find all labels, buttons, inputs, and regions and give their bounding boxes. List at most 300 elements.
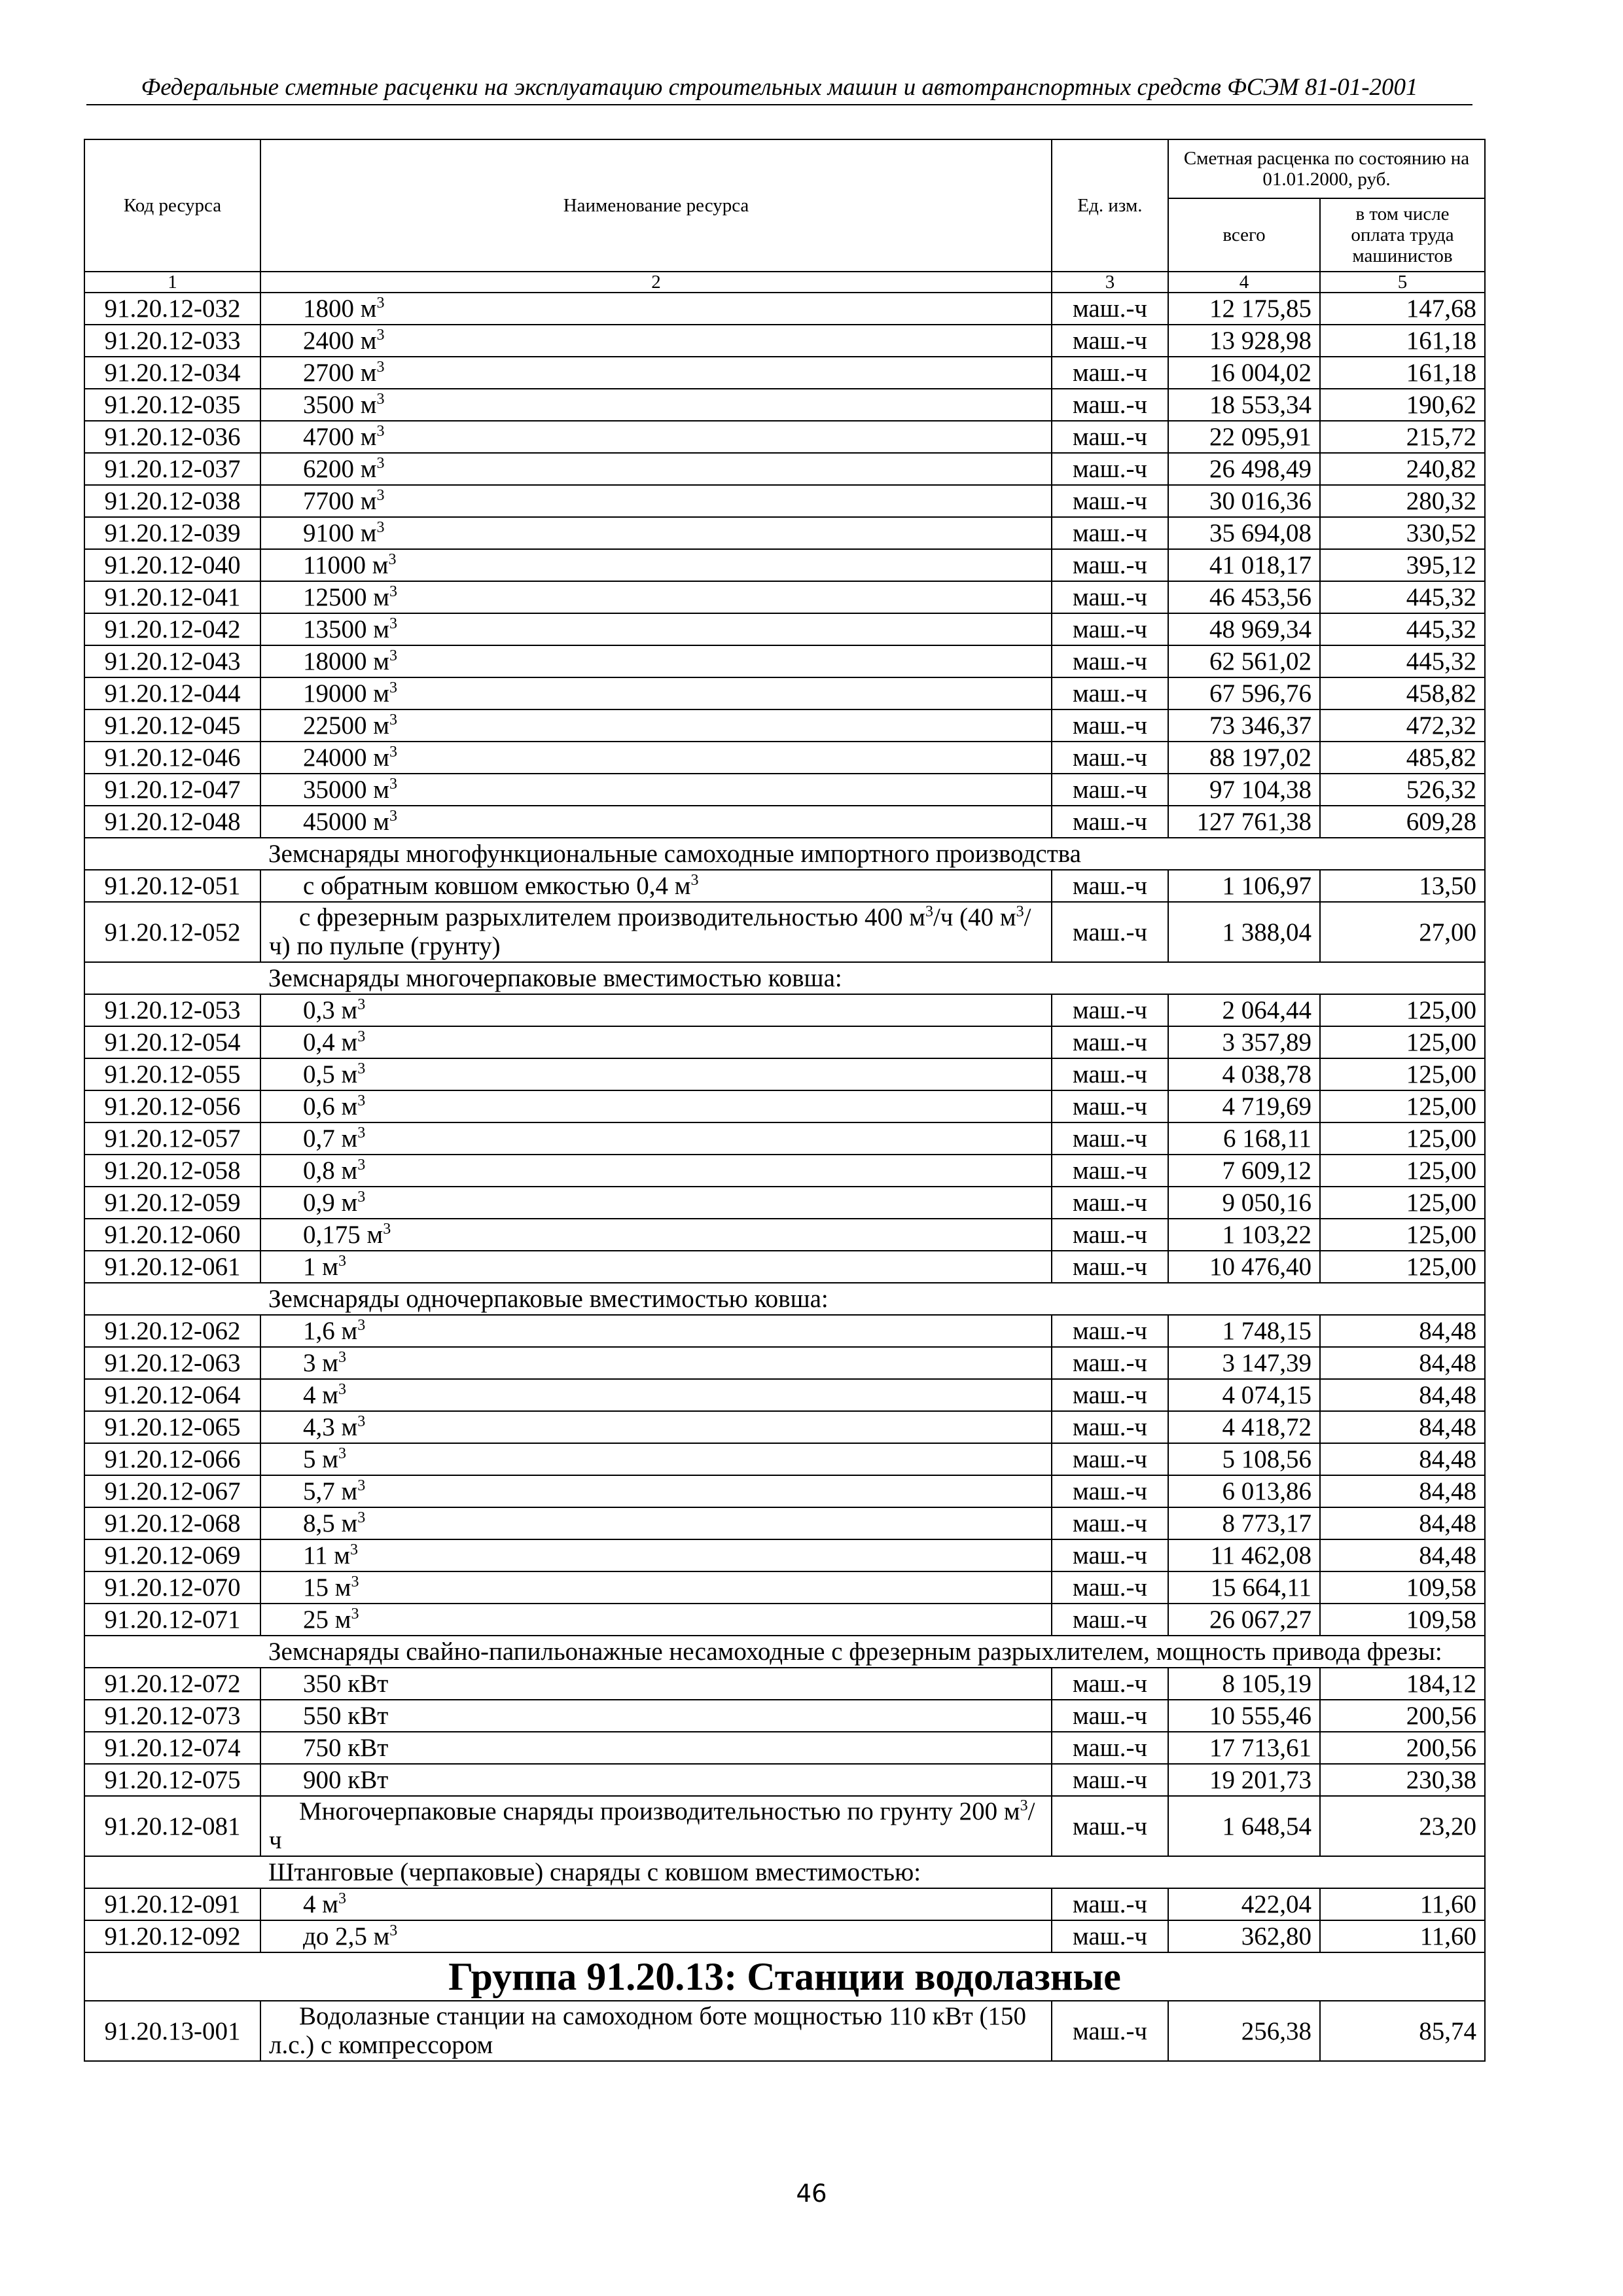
resource-name <box>260 1411 1052 1443</box>
resource-code: 91.20.12-063 <box>84 1347 260 1379</box>
resource-code: 91.20.12-043 <box>84 645 260 677</box>
resource-name <box>260 1796 1052 1856</box>
unit-cell: маш.-ч <box>1052 1700 1168 1732</box>
unit-cell: маш.-ч <box>1052 389 1168 421</box>
table-row <box>84 1026 1485 1058</box>
labor-cost-cell: 458,82 <box>1320 677 1485 709</box>
total-cost-cell: 97 104,38 <box>1168 774 1320 806</box>
resource-code: 91.20.12-035 <box>84 389 260 421</box>
name-text: 11 м <box>303 1541 350 1570</box>
resource-name <box>260 517 1052 549</box>
labor-cost-cell: 445,32 <box>1320 645 1485 677</box>
superscript: 3 <box>357 1124 366 1141</box>
group-title: Группа 91.20.13: Станции водолазные <box>84 1952 1485 2001</box>
name-text: 0,4 м <box>303 1028 358 1056</box>
page-number: 46 <box>796 2179 827 2208</box>
name-text: 4,3 м <box>303 1413 358 1441</box>
total-cost-cell: 17 713,61 <box>1168 1732 1320 1764</box>
table-row <box>84 421 1485 453</box>
resource-name <box>260 1700 1052 1732</box>
resource-name <box>260 1604 1052 1636</box>
resource-code: 91.20.12-037 <box>84 453 260 485</box>
labor-cost-cell: 215,72 <box>1320 421 1485 453</box>
table-row <box>84 1920 1485 1952</box>
unit-cell: маш.-ч <box>1052 1571 1168 1604</box>
total-cost-cell: 1 106,97 <box>1168 870 1320 902</box>
superscript: 3 <box>357 1477 366 1494</box>
name-text: 5,7 м <box>303 1477 358 1505</box>
unit-cell: маш.-ч <box>1052 870 1168 902</box>
total-cost-cell: 1 388,04 <box>1168 902 1320 962</box>
unit-cell: маш.-ч <box>1052 1507 1168 1539</box>
superscript: 3 <box>376 487 385 504</box>
total-cost-cell: 4 418,72 <box>1168 1411 1320 1443</box>
total-cost-cell: 11 462,08 <box>1168 1539 1320 1571</box>
resource-code: 91.20.13-001 <box>84 2001 260 2061</box>
table-row <box>84 1796 1485 1856</box>
name-text: 11000 м <box>303 551 389 579</box>
resource-code: 91.20.12-069 <box>84 1539 260 1571</box>
name-text: 5 м <box>303 1445 338 1473</box>
unit-cell: маш.-ч <box>1052 581 1168 613</box>
resource-code: 91.20.12-039 <box>84 517 260 549</box>
resource-code: 91.20.12-073 <box>84 1700 260 1732</box>
unit-cell: маш.-ч <box>1052 677 1168 709</box>
unit-cell: маш.-ч <box>1052 485 1168 517</box>
resource-name <box>260 325 1052 357</box>
resource-code: 91.20.12-048 <box>84 806 260 838</box>
section-title: Штанговые (черпаковые) снаряды с ковшом вместимостью: <box>84 1856 1485 1888</box>
unit-cell: маш.-ч <box>1052 293 1168 325</box>
total-cost-cell: 88 197,02 <box>1168 742 1320 774</box>
table-header <box>84 139 1485 293</box>
labor-cost-cell: 395,12 <box>1320 549 1485 581</box>
resource-name <box>260 709 1052 742</box>
labor-cost-cell: 27,00 <box>1320 902 1485 962</box>
total-cost-cell: 41 018,17 <box>1168 549 1320 581</box>
table-row <box>84 1475 1485 1507</box>
total-cost-cell: 18 553,34 <box>1168 389 1320 421</box>
total-cost-cell: 19 201,73 <box>1168 1764 1320 1796</box>
table-row <box>84 774 1485 806</box>
name-text: 25 м <box>303 1605 351 1634</box>
header-name: Наименование ресурса <box>260 139 1052 272</box>
resource-code: 91.20.12-042 <box>84 613 260 645</box>
total-cost-cell: 62 561,02 <box>1168 645 1320 677</box>
unit-cell: маш.-ч <box>1052 774 1168 806</box>
unit-cell: маш.-ч <box>1052 357 1168 389</box>
name-text: /ч) по пульпе (грунту) <box>269 903 1031 960</box>
table-row <box>84 1732 1485 1764</box>
resource-name <box>260 1571 1052 1604</box>
resource-name <box>260 902 1052 962</box>
name-text: 0,6 м <box>303 1092 358 1121</box>
name-text: 8,5 м <box>303 1509 358 1537</box>
unit-cell: маш.-ч <box>1052 1090 1168 1122</box>
resource-name <box>260 293 1052 325</box>
table-row <box>84 806 1485 838</box>
resource-code: 91.20.12-036 <box>84 421 260 453</box>
labor-cost-cell: 109,58 <box>1320 1571 1485 1604</box>
name-text: 550 кВт <box>303 1702 389 1730</box>
header-unit: Ед. изм. <box>1052 139 1168 272</box>
resource-code: 91.20.12-054 <box>84 1026 260 1058</box>
resource-name <box>260 1539 1052 1571</box>
total-cost-cell: 7 609,12 <box>1168 1155 1320 1187</box>
unit-cell: маш.-ч <box>1052 1475 1168 1507</box>
superscript: 3 <box>351 1573 359 1590</box>
table-row <box>84 453 1485 485</box>
labor-cost-cell: 84,48 <box>1320 1443 1485 1475</box>
superscript: 3 <box>690 872 699 889</box>
total-cost-cell: 8 773,17 <box>1168 1507 1320 1539</box>
labor-cost-cell: 230,38 <box>1320 1764 1485 1796</box>
unit-cell: маш.-ч <box>1052 325 1168 357</box>
labor-cost-cell: 125,00 <box>1320 1026 1485 1058</box>
section-title: Земснаряды многочерпаковые вместимостью ковша: <box>84 962 1485 994</box>
superscript: 3 <box>357 1028 366 1045</box>
superscript: 3 <box>357 1413 366 1430</box>
unit-cell: маш.-ч <box>1052 994 1168 1026</box>
labor-cost-cell: 200,56 <box>1320 1700 1485 1732</box>
total-cost-cell: 8 105,19 <box>1168 1668 1320 1700</box>
table-row <box>84 613 1485 645</box>
superscript: 3 <box>357 1189 366 1206</box>
table-row <box>84 1700 1485 1732</box>
superscript: 3 <box>357 1317 366 1334</box>
resource-name <box>260 1764 1052 1796</box>
superscript: 3 <box>389 679 397 696</box>
total-cost-cell: 4 719,69 <box>1168 1090 1320 1122</box>
name-text: 9100 м <box>303 519 377 547</box>
header-total: всего <box>1168 198 1320 272</box>
total-cost-cell: 22 095,91 <box>1168 421 1320 453</box>
table-row <box>84 870 1485 902</box>
name-text: 900 кВт <box>303 1766 389 1794</box>
name-text: 1 м <box>303 1253 338 1281</box>
labor-cost-cell: 445,32 <box>1320 581 1485 613</box>
name-text: 750 кВт <box>303 1734 389 1762</box>
column-number: 3 <box>1052 272 1168 293</box>
resource-code: 91.20.12-062 <box>84 1315 260 1347</box>
resource-name <box>260 1187 1052 1219</box>
name-text: 0,3 м <box>303 996 358 1024</box>
resource-name <box>260 1443 1052 1475</box>
table-row <box>84 517 1485 549</box>
total-cost-cell: 46 453,56 <box>1168 581 1320 613</box>
resource-code: 91.20.12-044 <box>84 677 260 709</box>
unit-cell: маш.-ч <box>1052 517 1168 549</box>
table-row <box>84 1090 1485 1122</box>
superscript: 3 <box>376 327 385 344</box>
superscript: 3 <box>389 744 397 761</box>
total-cost-cell: 67 596,76 <box>1168 677 1320 709</box>
resource-name <box>260 1347 1052 1379</box>
table-row <box>84 325 1485 357</box>
superscript: 3 <box>376 391 385 408</box>
table-row <box>84 1187 1485 1219</box>
total-cost-cell: 3 147,39 <box>1168 1347 1320 1379</box>
table-row <box>84 1604 1485 1636</box>
name-text: 18000 м <box>303 647 389 675</box>
total-cost-cell: 73 346,37 <box>1168 709 1320 742</box>
unit-cell: маш.-ч <box>1052 1732 1168 1764</box>
table-row <box>84 581 1485 613</box>
table-row <box>84 549 1485 581</box>
unit-cell: маш.-ч <box>1052 421 1168 453</box>
section-row <box>84 1636 1485 1668</box>
labor-cost-cell: 161,18 <box>1320 357 1485 389</box>
resource-name <box>260 1888 1052 1920</box>
group-heading-row <box>84 1952 1485 2001</box>
resource-code: 91.20.12-038 <box>84 485 260 517</box>
resource-code: 91.20.12-057 <box>84 1122 260 1155</box>
resource-code: 91.20.12-091 <box>84 1888 260 1920</box>
total-cost-cell: 1 648,54 <box>1168 1796 1320 1856</box>
name-text: /ч (40 м <box>933 903 1016 931</box>
unit-cell: маш.-ч <box>1052 1187 1168 1219</box>
superscript: 3 <box>338 1253 346 1270</box>
name-text: /ч <box>269 1797 1035 1854</box>
unit-cell: маш.-ч <box>1052 742 1168 774</box>
labor-cost-cell: 330,52 <box>1320 517 1485 549</box>
name-text: 35000 м <box>303 776 389 804</box>
labor-cost-cell: 200,56 <box>1320 1732 1485 1764</box>
superscript: 3 <box>338 1890 346 1907</box>
table-row <box>84 1411 1485 1443</box>
superscript: 3 <box>389 776 397 793</box>
unit-cell: маш.-ч <box>1052 902 1168 962</box>
name-text: 350 кВт <box>303 1670 389 1698</box>
unit-cell: маш.-ч <box>1052 613 1168 645</box>
labor-cost-cell: 11,60 <box>1320 1888 1485 1920</box>
header-rate-group: Сметная расценка по состоянию на 01.01.2000, руб. <box>1168 139 1485 198</box>
resource-name <box>260 1026 1052 1058</box>
unit-cell: маш.-ч <box>1052 549 1168 581</box>
table-row <box>84 1571 1485 1604</box>
name-text: 6200 м <box>303 455 377 483</box>
resource-name <box>260 1315 1052 1347</box>
resource-code: 91.20.12-072 <box>84 1668 260 1700</box>
total-cost-cell: 2 064,44 <box>1168 994 1320 1026</box>
name-text: с обратным ковшом емкостью 0,4 м <box>303 872 691 900</box>
resource-name <box>260 1379 1052 1411</box>
name-text: 12500 м <box>303 583 389 611</box>
unit-cell: маш.-ч <box>1052 1539 1168 1571</box>
unit-cell: маш.-ч <box>1052 1888 1168 1920</box>
total-cost-cell: 1 748,15 <box>1168 1315 1320 1347</box>
table-row <box>84 1668 1485 1700</box>
superscript: 3 <box>357 1157 366 1174</box>
superscript: 3 <box>389 647 397 664</box>
resource-name <box>260 1219 1052 1251</box>
total-cost-cell: 10 476,40 <box>1168 1251 1320 1283</box>
resource-name <box>260 1920 1052 1952</box>
resource-code: 91.20.12-032 <box>84 293 260 325</box>
superscript: 3 <box>357 1092 366 1109</box>
labor-cost-cell: 23,20 <box>1320 1796 1485 1856</box>
table-row <box>84 485 1485 517</box>
table-row <box>84 709 1485 742</box>
labor-cost-cell: 125,00 <box>1320 1058 1485 1090</box>
unit-cell: маш.-ч <box>1052 806 1168 838</box>
resource-name <box>260 870 1052 902</box>
name-text: с фрезерным разрыхлителем производительностью 400 м <box>299 903 925 931</box>
name-text: 2400 м <box>303 327 377 355</box>
total-cost-cell: 362,80 <box>1168 1920 1320 1952</box>
name-text: 0,8 м <box>303 1157 358 1185</box>
name-text: Водолазные станции на самоходном боте мощностью 110 кВт (150 л.с.) с компрессором <box>269 2002 1026 2059</box>
column-number: 5 <box>1320 272 1485 293</box>
total-cost-cell: 12 175,85 <box>1168 293 1320 325</box>
total-cost-cell: 4 074,15 <box>1168 1379 1320 1411</box>
resource-code: 91.20.12-071 <box>84 1604 260 1636</box>
superscript: 3 <box>349 1541 358 1558</box>
resource-name <box>260 485 1052 517</box>
total-cost-cell: 1 103,22 <box>1168 1219 1320 1251</box>
unit-cell: маш.-ч <box>1052 453 1168 485</box>
total-cost-cell: 4 038,78 <box>1168 1058 1320 1090</box>
unit-cell: маш.-ч <box>1052 1315 1168 1347</box>
labor-cost-cell: 84,48 <box>1320 1475 1485 1507</box>
name-text: Многочерпаковые снаряды производительностью по грунту 200 м <box>299 1797 1020 1825</box>
table-row <box>84 1507 1485 1539</box>
total-cost-cell: 127 761,38 <box>1168 806 1320 838</box>
resource-name <box>260 357 1052 389</box>
labor-cost-cell: 125,00 <box>1320 1187 1485 1219</box>
labor-cost-cell: 240,82 <box>1320 453 1485 485</box>
resource-code: 91.20.12-064 <box>84 1379 260 1411</box>
resource-code: 91.20.12-066 <box>84 1443 260 1475</box>
name-text: 0,9 м <box>303 1189 358 1217</box>
table-row <box>84 902 1485 962</box>
resource-code: 91.20.12-061 <box>84 1251 260 1283</box>
table-row <box>84 1764 1485 1796</box>
column-number: 4 <box>1168 272 1320 293</box>
resource-code: 91.20.12-052 <box>84 902 260 962</box>
resource-name <box>260 613 1052 645</box>
section-row <box>84 1856 1485 1888</box>
total-cost-cell: 10 555,46 <box>1168 1700 1320 1732</box>
unit-cell: маш.-ч <box>1052 1604 1168 1636</box>
unit-cell: маш.-ч <box>1052 1411 1168 1443</box>
labor-cost-cell: 190,62 <box>1320 389 1485 421</box>
superscript: 3 <box>389 1922 398 1939</box>
section-title: Земснаряды одночерпаковые вместимостью ковша: <box>84 1283 1485 1315</box>
resource-name <box>260 742 1052 774</box>
resource-name <box>260 774 1052 806</box>
labor-cost-cell: 84,48 <box>1320 1379 1485 1411</box>
labor-cost-cell: 280,32 <box>1320 485 1485 517</box>
resource-code: 91.20.12-053 <box>84 994 260 1026</box>
name-text: 0,175 м <box>303 1221 383 1249</box>
resource-name <box>260 677 1052 709</box>
resource-code: 91.20.12-065 <box>84 1411 260 1443</box>
name-text: 4700 м <box>303 423 377 451</box>
resource-name <box>260 453 1052 485</box>
resource-code: 91.20.12-056 <box>84 1090 260 1122</box>
superscript: 3 <box>357 1509 366 1526</box>
labor-cost-cell: 84,48 <box>1320 1411 1485 1443</box>
labor-cost-cell: 84,48 <box>1320 1315 1485 1347</box>
labor-cost-cell: 125,00 <box>1320 1219 1485 1251</box>
labor-cost-cell: 85,74 <box>1320 2001 1485 2061</box>
labor-cost-cell: 485,82 <box>1320 742 1485 774</box>
header-code: Код ресурса <box>84 139 260 272</box>
labor-cost-cell: 125,00 <box>1320 1155 1485 1187</box>
unit-cell: маш.-ч <box>1052 1796 1168 1856</box>
superscript: 3 <box>389 615 397 632</box>
superscript: 3 <box>389 711 397 728</box>
table-row <box>84 1379 1485 1411</box>
table-row <box>84 645 1485 677</box>
unit-cell: маш.-ч <box>1052 1122 1168 1155</box>
labor-cost-cell: 147,68 <box>1320 293 1485 325</box>
unit-cell: маш.-ч <box>1052 1058 1168 1090</box>
labor-cost-cell: 125,00 <box>1320 994 1485 1026</box>
name-text: 1800 м <box>303 295 377 323</box>
superscript: 3 <box>338 1349 346 1366</box>
resource-code: 91.20.12-055 <box>84 1058 260 1090</box>
resource-code: 91.20.12-068 <box>84 1507 260 1539</box>
resource-code: 91.20.12-045 <box>84 709 260 742</box>
labor-cost-cell: 161,18 <box>1320 325 1485 357</box>
total-cost-cell: 15 664,11 <box>1168 1571 1320 1604</box>
labor-cost-cell: 125,00 <box>1320 1122 1485 1155</box>
table-row <box>84 1251 1485 1283</box>
superscript: 3 <box>376 519 385 536</box>
superscript: 3 <box>376 295 385 312</box>
superscript: 3 <box>376 455 385 472</box>
resource-name <box>260 389 1052 421</box>
total-cost-cell: 48 969,34 <box>1168 613 1320 645</box>
total-cost-cell: 3 357,89 <box>1168 1026 1320 1058</box>
total-cost-cell: 6 013,86 <box>1168 1475 1320 1507</box>
resource-code: 91.20.12-046 <box>84 742 260 774</box>
total-cost-cell: 13 928,98 <box>1168 325 1320 357</box>
name-text: 4 м <box>303 1890 338 1918</box>
resource-name <box>260 994 1052 1026</box>
rates-table <box>84 139 1486 2062</box>
name-text: 4 м <box>303 1381 338 1409</box>
labor-cost-cell: 526,32 <box>1320 774 1485 806</box>
total-cost-cell: 35 694,08 <box>1168 517 1320 549</box>
unit-cell: маш.-ч <box>1052 2001 1168 2061</box>
name-text: 2700 м <box>303 359 377 387</box>
resource-name <box>260 1058 1052 1090</box>
table-row <box>84 1219 1485 1251</box>
table-row <box>84 1443 1485 1475</box>
labor-cost-cell: 13,50 <box>1320 870 1485 902</box>
superscript: 3 <box>376 423 385 440</box>
unit-cell: маш.-ч <box>1052 1219 1168 1251</box>
section-title: Земснаряды свайно-папильонажные несамоходные с фрезерным разрыхлителем, мощность привода фрезы: <box>84 1636 1485 1668</box>
resource-code: 91.20.12-074 <box>84 1732 260 1764</box>
resource-code: 91.20.12-075 <box>84 1764 260 1796</box>
labor-cost-cell: 109,58 <box>1320 1604 1485 1636</box>
resource-code: 91.20.12-070 <box>84 1571 260 1604</box>
resource-code: 91.20.12-081 <box>84 1796 260 1856</box>
unit-cell: маш.-ч <box>1052 1379 1168 1411</box>
section-row <box>84 962 1485 994</box>
unit-cell: маш.-ч <box>1052 645 1168 677</box>
resource-name <box>260 1155 1052 1187</box>
name-text: 15 м <box>303 1573 351 1602</box>
superscript: 3 <box>389 583 397 600</box>
unit-cell: маш.-ч <box>1052 1251 1168 1283</box>
name-text: 0,5 м <box>303 1060 358 1088</box>
labor-cost-cell: 609,28 <box>1320 806 1485 838</box>
